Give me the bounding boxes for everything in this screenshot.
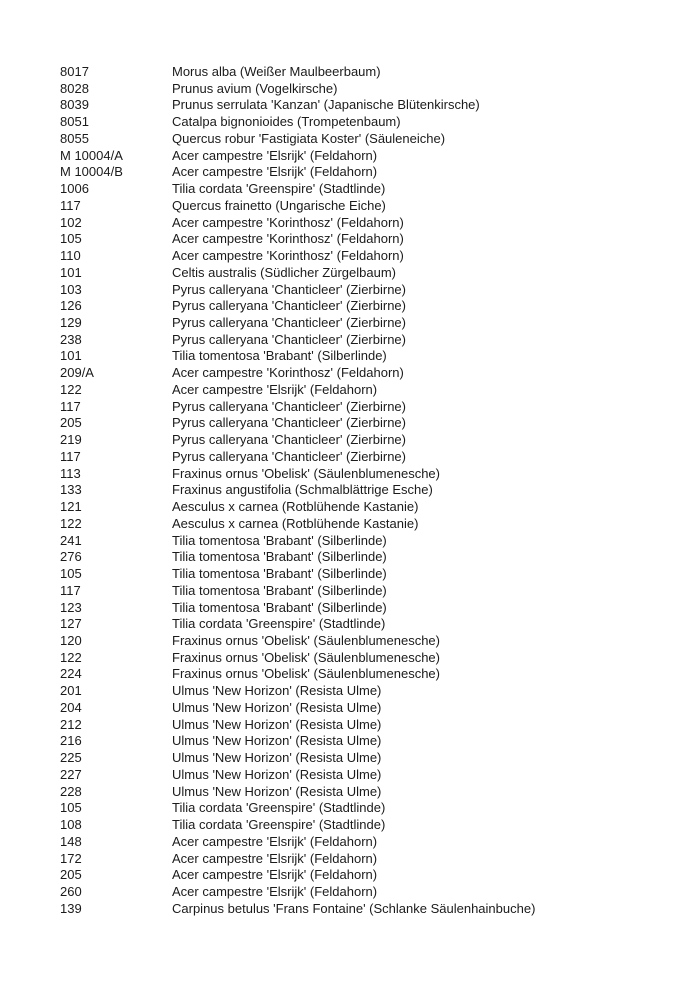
tree-id: 1006: [60, 181, 89, 197]
tree-list-row: [60, 181, 700, 198]
tree-id: 8055: [60, 130, 89, 146]
tree-list-row: [60, 315, 700, 332]
tree-id: 209/A: [60, 365, 94, 381]
tree-inventory-list: [60, 64, 700, 917]
tree-species: Celtis australis (Südlicher Zürgelbaum): [172, 264, 396, 280]
tree-id: 127: [60, 616, 82, 632]
tree-species: Fraxinus ornus 'Obelisk' (Säulenblumenesche): [172, 632, 440, 648]
tree-id: 101: [60, 348, 82, 364]
tree-species: Acer campestre 'Korinthosz' (Feldahorn): [172, 231, 404, 247]
tree-list-row: [60, 784, 700, 801]
tree-species: Pyrus calleryana 'Chanticleer' (Zierbirne): [172, 298, 406, 314]
tree-list-row: [60, 616, 700, 633]
tree-id: 117: [60, 448, 81, 464]
tree-id: 205: [60, 415, 82, 431]
tree-id: 105: [60, 566, 82, 582]
tree-id: 8028: [60, 80, 89, 96]
tree-list-row: [60, 516, 700, 533]
tree-list-row: [60, 834, 700, 851]
tree-id: 238: [60, 331, 82, 347]
tree-species: Tilia tomentosa 'Brabant' (Silberlinde): [172, 532, 387, 548]
tree-id: 204: [60, 699, 82, 715]
tree-list-row: [60, 482, 700, 499]
tree-species: Ulmus 'New Horizon' (Resista Ulme): [172, 733, 382, 749]
tree-id: 241: [60, 532, 82, 548]
tree-id: 8051: [60, 114, 89, 130]
tree-list-row: [60, 399, 700, 416]
tree-id: 224: [60, 666, 82, 682]
tree-list-row: [60, 81, 700, 98]
tree-id: 105: [60, 231, 82, 247]
tree-list-row: [60, 449, 700, 466]
tree-species: Fraxinus ornus 'Obelisk' (Säulenblumenesche): [172, 465, 440, 481]
tree-list-row: [60, 382, 700, 399]
tree-id: 105: [60, 800, 82, 816]
tree-list-row: [60, 566, 700, 583]
tree-list-row: [60, 717, 700, 734]
tree-list-row: [60, 499, 700, 516]
tree-species: Acer campestre 'Korinthosz' (Feldahorn): [172, 214, 404, 230]
tree-list-row: [60, 666, 700, 683]
tree-species: Pyrus calleryana 'Chanticleer' (Zierbirne): [172, 398, 406, 414]
tree-list-row: [60, 683, 700, 700]
tree-species: Pyrus calleryana 'Chanticleer' (Zierbirne): [172, 432, 406, 448]
tree-list-row: [60, 432, 700, 449]
tree-species: Morus alba (Weißer Maulbeerbaum): [172, 64, 381, 79]
tree-id: 121: [60, 499, 82, 515]
tree-species: Acer campestre 'Korinthosz' (Feldahorn): [172, 248, 404, 264]
tree-species: Fraxinus ornus 'Obelisk' (Säulenblumenesche): [172, 666, 440, 682]
tree-id: 117: [60, 197, 81, 213]
tree-list-row: [60, 148, 700, 165]
tree-species: Pyrus calleryana 'Chanticleer' (Zierbirne): [172, 448, 406, 464]
tree-species: Acer campestre 'Elsrijk' (Feldahorn): [172, 381, 378, 397]
tree-species: Acer campestre 'Elsrijk' (Feldahorn): [172, 147, 378, 163]
tree-list-row: [60, 64, 700, 81]
tree-id: M 10004/A: [60, 147, 123, 163]
tree-species: Aesculus x carnea (Rotblühende Kastanie): [172, 515, 419, 531]
tree-id: 108: [60, 817, 82, 833]
tree-list-row: [60, 817, 700, 834]
tree-species: Fraxinus angustifolia (Schmalblättrige Esche): [172, 482, 433, 498]
tree-list-row: [60, 884, 700, 901]
tree-species: Tilia tomentosa 'Brabant' (Silberlinde): [172, 348, 387, 364]
tree-id: 122: [60, 649, 82, 665]
tree-id: 8017: [60, 64, 89, 79]
tree-id: 122: [60, 381, 82, 397]
tree-species: Ulmus 'New Horizon' (Resista Ulme): [172, 750, 382, 766]
tree-id: 205: [60, 867, 82, 883]
tree-id: 110: [60, 248, 81, 264]
tree-list-row: [60, 164, 700, 181]
tree-species: Tilia tomentosa 'Brabant' (Silberlinde): [172, 582, 387, 598]
tree-species: Tilia cordata 'Greenspire' (Stadtlinde): [172, 817, 386, 833]
tree-list-row: [60, 583, 700, 600]
tree-species: Ulmus 'New Horizon' (Resista Ulme): [172, 783, 382, 799]
tree-id: 8039: [60, 97, 89, 113]
tree-species: Acer campestre 'Elsrijk' (Feldahorn): [172, 883, 378, 899]
tree-list-row: [60, 97, 700, 114]
tree-id: 228: [60, 783, 82, 799]
tree-species: Quercus frainetto (Ungarische Eiche): [172, 197, 386, 213]
tree-species: Acer campestre 'Elsrijk' (Feldahorn): [172, 867, 378, 883]
tree-species: Ulmus 'New Horizon' (Resista Ulme): [172, 683, 382, 699]
tree-id: 139: [60, 900, 82, 916]
tree-list-row: [60, 348, 700, 365]
tree-species: Carpinus betulus 'Frans Fontaine' (Schlanke Säulenhainbuche): [172, 900, 536, 916]
tree-species: Acer campestre 'Elsrijk' (Feldahorn): [172, 850, 378, 866]
tree-species: Tilia cordata 'Greenspire' (Stadtlinde): [172, 800, 386, 816]
tree-species: Ulmus 'New Horizon' (Resista Ulme): [172, 766, 382, 782]
tree-id: 129: [60, 315, 82, 331]
tree-list-row: [60, 549, 700, 566]
tree-id: 101: [60, 264, 82, 280]
tree-species: Quercus robur 'Fastigiata Koster' (Säuleneiche): [172, 130, 446, 146]
tree-id: 133: [60, 482, 82, 498]
tree-species: Pyrus calleryana 'Chanticleer' (Zierbirne): [172, 415, 406, 431]
tree-id: 260: [60, 883, 82, 899]
tree-list-row: [60, 800, 700, 817]
tree-id: 123: [60, 599, 82, 615]
tree-list-row: [60, 265, 700, 282]
tree-list-row: [60, 332, 700, 349]
tree-id: 148: [60, 833, 82, 849]
tree-list-row: [60, 231, 700, 248]
tree-species: Pyrus calleryana 'Chanticleer' (Zierbirne): [172, 331, 406, 347]
tree-list-row: [60, 198, 700, 215]
tree-list-row: [60, 901, 700, 918]
tree-id: 219: [60, 432, 82, 448]
tree-species: Acer campestre 'Elsrijk' (Feldahorn): [172, 164, 378, 180]
tree-species: Acer campestre 'Korinthosz' (Feldahorn): [172, 365, 404, 381]
tree-list-row: [60, 282, 700, 299]
tree-id: 172: [60, 850, 82, 866]
tree-list-row: [60, 215, 700, 232]
tree-list-row: [60, 533, 700, 550]
tree-id: 113: [60, 465, 81, 481]
tree-species: Catalpa bignonioides (Trompetenbaum): [172, 114, 401, 130]
tree-id: 122: [60, 515, 82, 531]
tree-id: 225: [60, 750, 82, 766]
tree-species: Tilia tomentosa 'Brabant' (Silberlinde): [172, 566, 387, 582]
tree-list-row: [60, 466, 700, 483]
tree-species: Ulmus 'New Horizon' (Resista Ulme): [172, 716, 382, 732]
tree-list-row: [60, 750, 700, 767]
tree-species: Pyrus calleryana 'Chanticleer' (Zierbirne): [172, 315, 406, 331]
tree-id: 276: [60, 549, 82, 565]
tree-list-row: [60, 248, 700, 265]
tree-id: M 10004/B: [60, 164, 123, 180]
tree-species: Acer campestre 'Elsrijk' (Feldahorn): [172, 833, 378, 849]
tree-id: 103: [60, 281, 82, 297]
tree-id: 227: [60, 766, 82, 782]
tree-species: Pyrus calleryana 'Chanticleer' (Zierbirne): [172, 281, 406, 297]
tree-list-row: [60, 131, 700, 148]
tree-species: Prunus serrulata 'Kanzan' (Japanische Blütenkirsche): [172, 97, 480, 113]
tree-list-row: [60, 600, 700, 617]
tree-list-row: [60, 365, 700, 382]
tree-list-row: [60, 867, 700, 884]
tree-id: 201: [60, 683, 82, 699]
tree-list-row: [60, 700, 700, 717]
tree-species: Tilia tomentosa 'Brabant' (Silberlinde): [172, 599, 387, 615]
tree-list-row: [60, 633, 700, 650]
tree-list-row: [60, 767, 700, 784]
tree-list-row: [60, 650, 700, 667]
tree-species: Fraxinus ornus 'Obelisk' (Säulenblumenesche): [172, 649, 440, 665]
tree-list-row: [60, 851, 700, 868]
tree-species: Tilia cordata 'Greenspire' (Stadtlinde): [172, 616, 386, 632]
tree-id: 102: [60, 214, 82, 230]
tree-id: 117: [60, 582, 81, 598]
tree-species: Prunus avium (Vogelkirsche): [172, 80, 338, 96]
tree-list-row: [60, 415, 700, 432]
tree-species: Tilia cordata 'Greenspire' (Stadtlinde): [172, 181, 386, 197]
tree-list-row: [60, 298, 700, 315]
tree-list-row: [60, 733, 700, 750]
tree-list-row: [60, 114, 700, 131]
tree-id: 120: [60, 632, 82, 648]
tree-id: 216: [60, 733, 82, 749]
tree-id: 117: [60, 398, 81, 414]
tree-id: 212: [60, 716, 82, 732]
tree-id: 126: [60, 298, 82, 314]
tree-species: Tilia tomentosa 'Brabant' (Silberlinde): [172, 549, 387, 565]
tree-species: Ulmus 'New Horizon' (Resista Ulme): [172, 699, 382, 715]
tree-species: Aesculus x carnea (Rotblühende Kastanie): [172, 499, 419, 515]
